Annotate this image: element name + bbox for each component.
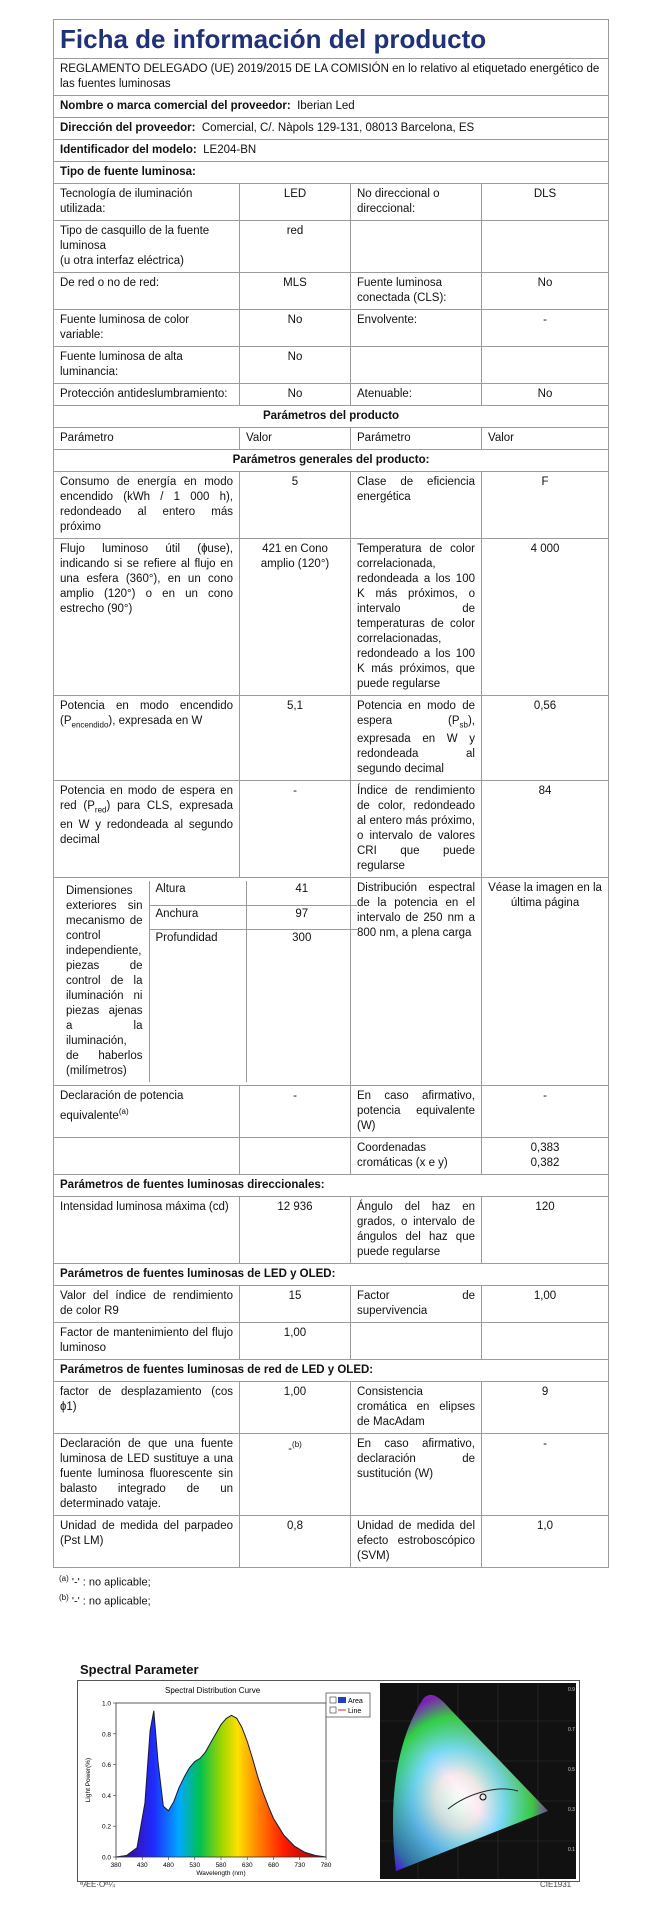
svg-text:0.7: 0.7 <box>568 1727 575 1733</box>
param-value: 12 936 <box>240 1197 351 1264</box>
param-label: Consistencia cromática en elipses de MacAdam <box>351 1382 482 1434</box>
param-label: Índice de rendimiento de color, redondeado al entero más próximo, o intervalo de valores CRI que puede regularse <box>351 781 482 878</box>
param-label: Clase de eficiencia energética <box>351 472 482 539</box>
page-title: Ficha de información del producto <box>54 20 609 59</box>
param-value: F <box>482 472 609 539</box>
x-tick-label: 430 <box>136 1862 148 1869</box>
product-info-table <box>53 19 609 1568</box>
source-value: LED <box>240 184 351 221</box>
dimensions-cell <box>54 878 351 1086</box>
param-label: Ángulo del haz en grados, o intervalo de ángulos del haz que puede regularse <box>351 1197 482 1264</box>
column-header-row <box>54 428 609 450</box>
param-value: - <box>482 1086 609 1138</box>
footnote: $^{(a)}$ '-' : no aplicable; <box>59 1574 151 1589</box>
param-value: - <box>240 1086 351 1138</box>
param-row <box>54 539 609 696</box>
source-value: No <box>482 273 609 310</box>
param-value: 15 <box>240 1286 351 1323</box>
param-row <box>54 1197 609 1264</box>
supplier-row <box>54 96 609 118</box>
column-header: Parámetro <box>54 428 240 450</box>
directional-heading: Parámetros de fuentes luminosas direccionales: <box>54 1175 609 1197</box>
param-label: En caso afirmativo, potencia equivalente (W) <box>351 1086 482 1138</box>
source-value: No <box>240 384 351 406</box>
spectral-panel <box>77 1680 580 1882</box>
param-value: 120 <box>482 1197 609 1264</box>
source-row <box>54 184 609 221</box>
product-params-heading: Parámetros del producto <box>54 406 609 428</box>
y-tick-label: 1.0 <box>101 1700 111 1708</box>
dimension-name: Anchura <box>149 905 246 930</box>
x-tick-label: 480 <box>163 1862 174 1869</box>
spectral-footer-left: ªÆΕ·Οª¼ <box>80 1880 115 1889</box>
dimension-name: Profundidad <box>155 932 218 945</box>
param-value: Véase la imagen en la última página <box>482 878 609 1086</box>
param-row <box>54 1516 609 1568</box>
svg-text:0.3: 0.3 <box>568 1807 575 1813</box>
param-value: 9 <box>482 1382 609 1434</box>
param-label: Consumo de energía en modo encendido (kWh / 1 000 h), redondeado al entero más próximo <box>54 472 240 539</box>
param-label: Coordenadas cromáticas (x e y) <box>351 1138 482 1175</box>
model-row <box>54 140 609 162</box>
param-value: 1,00 <box>482 1286 609 1323</box>
param-label: factor de desplazamiento (cos ɸ1) <box>54 1382 240 1434</box>
y-tick-label: 0.0 <box>101 1854 111 1862</box>
svg-text:0.9: 0.9 <box>568 1687 575 1693</box>
general-params-heading: Parámetros generales del producto: <box>54 450 609 472</box>
address-value: Comercial, C/. Nàpols 129-131, 08013 Barcelona, ES <box>201 122 475 134</box>
param-row <box>54 1086 609 1138</box>
source-value: No <box>240 347 351 384</box>
svg-text:0.1: 0.1 <box>568 1847 575 1853</box>
dimension-value: 97 <box>246 905 357 930</box>
source-value: - <box>482 310 609 347</box>
source-label: Atenuable: <box>351 384 482 406</box>
address-label: Dirección del proveedor: <box>60 122 196 134</box>
param-value: - <box>240 781 351 878</box>
model-label: Identificador del modelo: <box>60 144 197 156</box>
source-row <box>54 384 609 406</box>
param-label: Factor de supervivencia <box>351 1286 482 1323</box>
source-value: red <box>240 221 351 273</box>
svg-text:0.5: 0.5 <box>568 1767 575 1773</box>
param-value: 5 <box>240 472 351 539</box>
param-label: Intensidad luminosa máxima (cd) <box>54 1197 240 1264</box>
param-value: 1,00 <box>240 1382 351 1434</box>
param-value: 1,0 <box>482 1516 609 1568</box>
param-label: Distribución espectral de la potencia en el intervalo de 250 nm a 800 nm, a plena carga <box>351 878 482 1086</box>
led-heading: Parámetros de fuentes luminosas de LED y OLED: <box>54 1264 609 1286</box>
param-value: 4 000 <box>482 539 609 696</box>
param-value: 84 <box>482 781 609 878</box>
dimension-name: Altura <box>149 881 246 905</box>
x-tick-label: 580 <box>215 1862 227 1869</box>
param-value: 0,56 <box>482 696 609 781</box>
spectral-chart <box>78 1681 579 1881</box>
source-row <box>54 310 609 347</box>
x-tick-label: 530 <box>189 1862 201 1869</box>
param-label: Factor de mantenimiento del flujo luminoso <box>54 1323 240 1360</box>
source-row <box>54 221 609 273</box>
supplier-label: Nombre o marca comercial del proveedor: <box>60 100 291 112</box>
param-label: Potencia en modo encendido $(P_{encendido})$, expresada en W <box>54 696 240 781</box>
column-header: Parámetro <box>351 428 482 450</box>
param-row <box>54 1382 609 1434</box>
param-label: Flujo luminoso útil (ɸuse), indicando si se refiere al flujo en una esfera (360°), en un cono amplio (120°) o en un cono estrecho (90°) <box>54 539 240 696</box>
x-tick-label: 730 <box>294 1862 306 1869</box>
cie-diagram <box>380 1683 576 1879</box>
param-value: - <box>482 1434 609 1516</box>
chart-title: Spectral Distribution Curve <box>165 1686 261 1695</box>
param-label: Unidad de medida del parpadeo (Pst LM) <box>54 1516 240 1568</box>
param-value: 5,1 <box>240 696 351 781</box>
source-value: MLS <box>240 273 351 310</box>
y-tick-label: 0.2 <box>101 1823 111 1831</box>
source-label: De red o no de red: <box>54 273 240 310</box>
param-value: 1,00 <box>240 1323 351 1360</box>
y-axis-label: Light Power(%) <box>85 1757 92 1803</box>
param-label: Potencia en modo de espera $(P_{sb})$, expresada en W y redondeada al segundo decimal <box>351 696 482 781</box>
dimensions-label: Dimensiones exteriores sin mecanismo de control independiente, piezas de control de la iluminación ni piezas ajenas a la iluminación, de haberlos (milímetros) <box>60 881 149 1082</box>
chart-legend <box>326 1693 370 1717</box>
x-axis-label: Wavelength (nm) <box>196 1870 246 1877</box>
param-label: Declaración de potencia equivalente$^{(a)}$ <box>54 1086 240 1138</box>
param-value: 0,8 <box>240 1516 351 1568</box>
x-tick-label: 630 <box>241 1862 253 1869</box>
param-label: Temperatura de color correlacionada, redondeada a los 100 K más próximos, o intervalo de temperaturas de color correlacionadas, redondeado a los 100 K más próximos, que puede regularse <box>351 539 482 696</box>
param-value: -$^{(b)}$ <box>240 1434 351 1516</box>
param-row <box>54 1323 609 1360</box>
footnote: $^{(b)}$ '-' : no aplicable; <box>59 1592 151 1608</box>
source-row <box>54 347 609 384</box>
supplier-value: Iberian Led <box>297 100 355 112</box>
legend-area-label: Area <box>348 1698 363 1705</box>
y-tick-label: 0.8 <box>101 1731 111 1739</box>
x-tick-label: 680 <box>268 1862 279 1869</box>
source-label: Fuente luminosa de color variable: <box>54 310 240 347</box>
param-value: 0,383 0,382 <box>482 1138 609 1175</box>
param-label: Declaración de que una fuente luminosa de LED sustituye a una fuente luminosa fluorescente sin balasto integrado de un determinado vataje. <box>54 1434 240 1516</box>
dimension-value: 300 <box>246 930 357 1083</box>
source-value: No <box>482 384 609 406</box>
source-label: No direccional o direccional: <box>351 184 482 221</box>
regulation-text: REGLAMENTO DELEGADO (UE) 2019/2015 DE LA COMISIÓN en lo relativo al etiquetado energético de las fuentes luminosas <box>54 59 609 96</box>
spectral-title: Spectral Parameter <box>80 1662 199 1677</box>
param-label: En caso afirmativo, declaración de sustitución (W) <box>351 1434 482 1516</box>
source-label: Fuente luminosa de alta luminancia: <box>54 347 240 384</box>
footnotes <box>59 1574 151 1607</box>
source-label: Fuente luminosa conectada (CLS): <box>351 273 482 310</box>
source-label <box>351 347 482 384</box>
x-tick-label: 780 <box>320 1862 332 1869</box>
source-value <box>482 347 609 384</box>
source-label <box>351 221 482 273</box>
source-value: No <box>240 310 351 347</box>
param-row <box>54 472 609 539</box>
source-label: Tecnología de iluminación utilizada: <box>54 184 240 221</box>
param-row <box>54 1434 609 1516</box>
param-label: Valor del índice de rendimiento de color R9 <box>54 1286 240 1323</box>
param-row <box>54 781 609 878</box>
dimension-value: 41 <box>246 881 357 905</box>
column-header: Valor <box>482 428 609 450</box>
source-value: DLS <box>482 184 609 221</box>
param-row <box>54 1138 609 1175</box>
legend-line-label: Line <box>348 1708 362 1715</box>
x-tick-label: 380 <box>110 1862 122 1869</box>
address-row <box>54 118 609 140</box>
source-label: Tipo de casquillo de la fuente luminosa (u otra interfaz eléctrica) <box>54 221 240 273</box>
model-value: LE204-BN <box>203 144 257 156</box>
source-label: Protección antideslumbramiento: <box>54 384 240 406</box>
source-row <box>54 273 609 310</box>
param-label: Potencia en modo de espera en red $(P_{red})$ para CLS, expresada en W y redondeada al segundo decimal <box>54 781 240 878</box>
dimensions-row <box>54 878 609 1086</box>
source-type-heading: Tipo de fuente luminosa: <box>54 162 609 184</box>
mains-heading: Parámetros de fuentes luminosas de red de LED y OLED: <box>54 1360 609 1382</box>
column-header: Valor <box>240 428 351 450</box>
param-label: Unidad de medida del efecto estroboscópico (SVM) <box>351 1516 482 1568</box>
source-value <box>482 221 609 273</box>
y-tick-label: 0.6 <box>101 1762 111 1770</box>
param-row <box>54 1286 609 1323</box>
param-value: 421 en Cono amplio (120°) <box>240 539 351 696</box>
y-tick-label: 0.4 <box>101 1792 111 1800</box>
spectral-footer-right: CIE1931 <box>540 1880 572 1889</box>
param-row <box>54 696 609 781</box>
source-label: Envolvente: <box>351 310 482 347</box>
